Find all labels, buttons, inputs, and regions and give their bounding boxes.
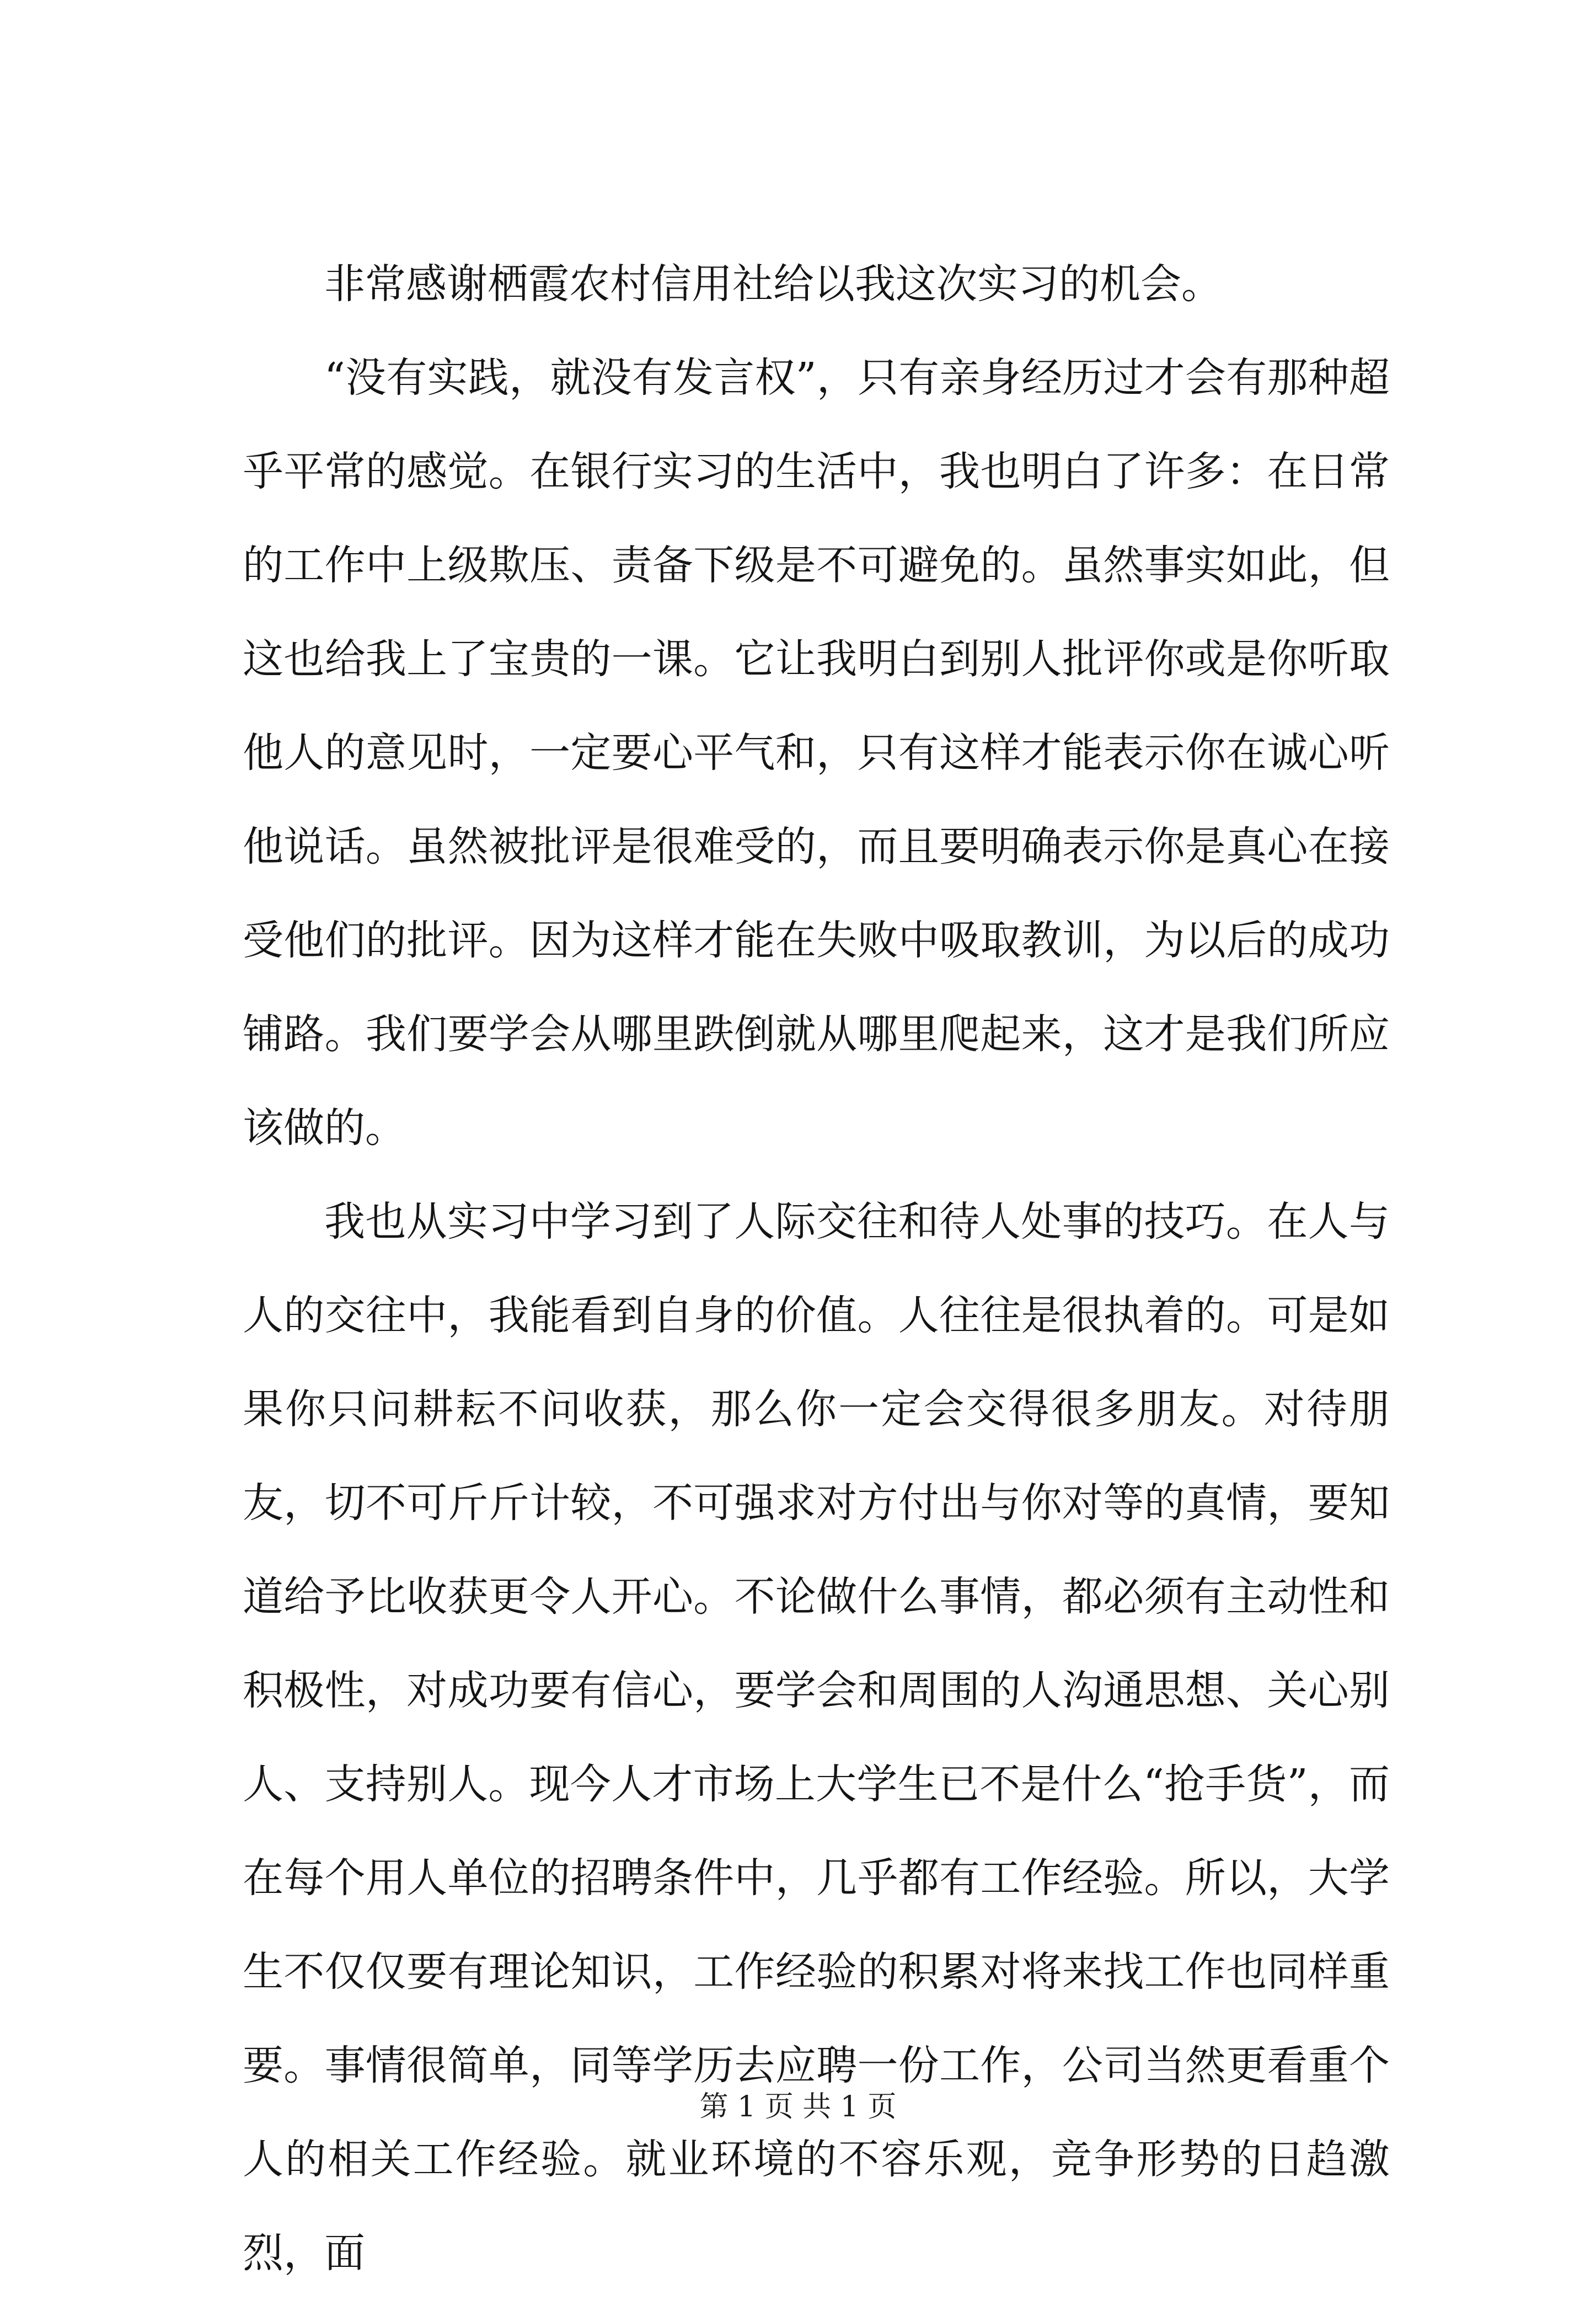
document-body [243,237,1390,2300]
paragraph-1: 非常感谢栖霞农村信用社给以我这次实习的机会。 [324,260,1222,308]
paragraph-2: “没有实践，就没有发言权”，只有亲身经历过才会有那种超乎平常的感觉。在银行实习的生活中，我也明白了许多：在日常的工作中上级欺压、责备下级是不可避免的。虽然事实如此，但这也给我上了宝贵的一课。它让我明白到别人批评你或是你听取他人的意见时，一定要心平气和，只有这样才能表示你在诚心听他说话。虽然被批评是很难受的，而且要明确表示你是真心在接受他们的批评。因为这样才能在失败中吸取教训，为以后的成功铺路。我们要学会从哪里跌倒就从哪里爬起来，这才是我们所应该做的。 [243,354,1390,1152]
page-footer: 第 1 页 共 1 页 [699,2090,897,2124]
paragraph-3: 我也从实习中学习到了人际交往和待人处事的技巧。在人与人的交往中，我能看到自身的价值。人往往是很执着的。可是如果你只问耕耘不问收获，那么你一定会交得很多朋友。对待朋友，切不可斤斤计较，不可强求对方付出与你对等的真情，要知道给予比收获更令人开心。不论做什么事情，都必须有主动性和积极性，对成功要有信心，要学会和周围的人沟通思想、关心别人、支持别人。现今人才市场上大学生已不是什么“抢手货”，而在每个用人单位的招聘条件中，几乎都有工作经验。所以，大学生不仅仅要有理论知识，工作经验的积累对将来找工作也同样重要。事情很简单，同等学历去应聘一份工作，公司当然更看重个人的相关工作经验。就业环境的不容乐观，竞争形势的日趋激烈，面 [243,1198,1390,2277]
